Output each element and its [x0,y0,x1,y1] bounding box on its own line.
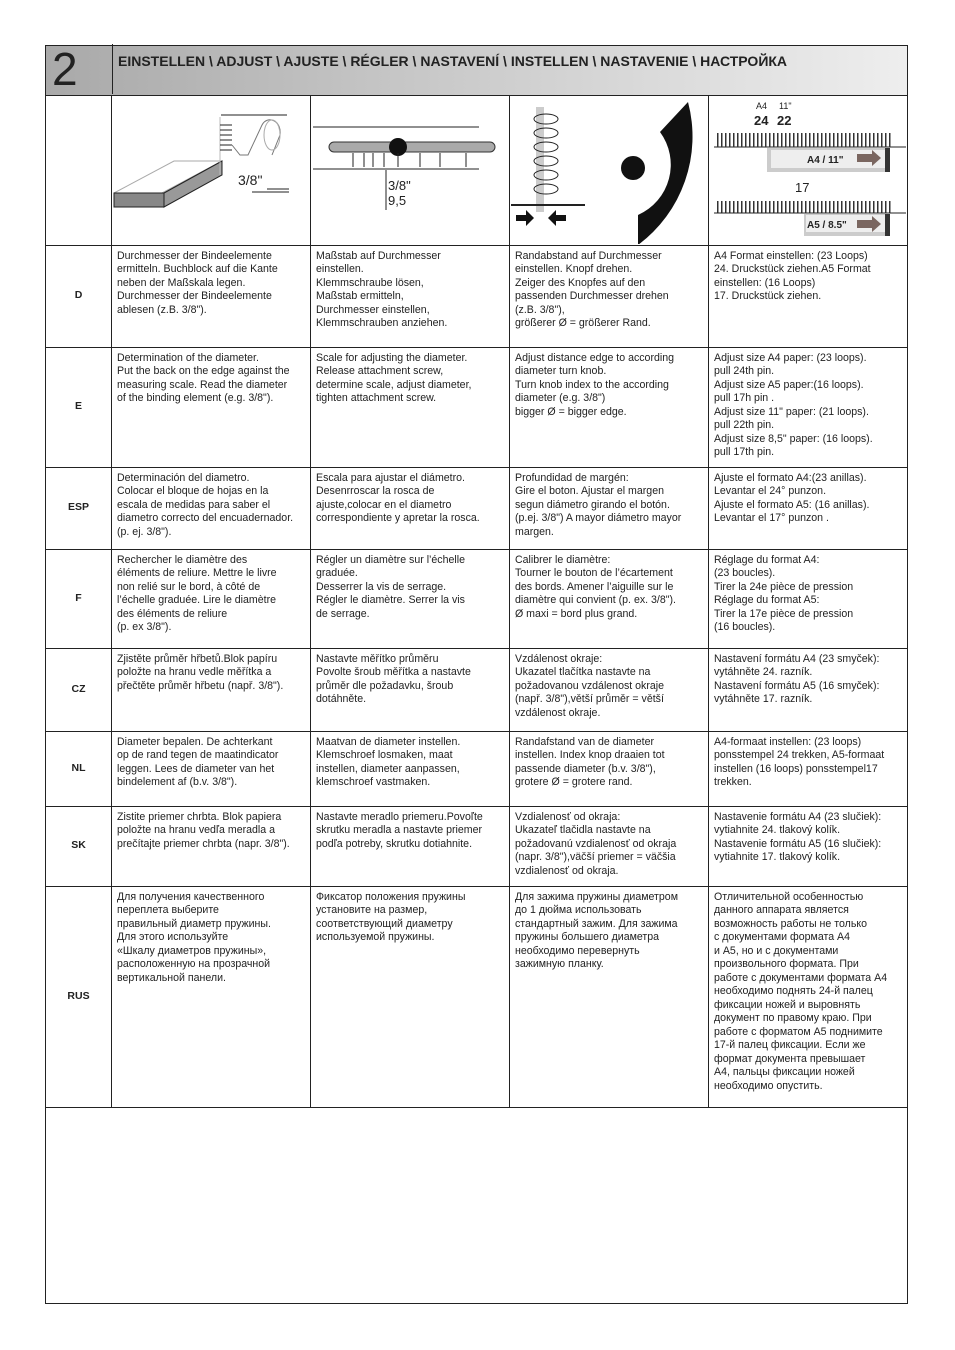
instruction-text: Determinación del diametro. Colocar el bloque de hojas en la escala de medidas para saber el diametro correcto del encuadernador. (p. ej. 3/8"). [117,471,294,538]
instruction-text: Nastavte meradlo priemeru.Povoľte skrutku meradla a nastavte priemer podľa potreby, skrutku dotiahnite. [316,810,483,850]
instruction-cell [311,245,510,347]
instruction-cell [112,467,311,549]
language-label: NL [46,731,112,806]
instruction-text: Rechercher le diamètre des éléments de reliure. Mettre le livre non relié sur le bord, à côté de l’échelle graduée. Lire le diamètre des éléments de reliure (p. ex 3/8"). [117,553,277,633]
fig4-number-17: 17 [795,180,810,195]
instruction-text: Фиксатор положения пружины установите на размер, соответствующий диаметру используемой пружины. [316,890,466,943]
instruction-text: Maatvan de diameter instellen. Klemschroef losmaken, maat instellen, diameter aanpassen, klemschroef vastmaken. [316,735,461,788]
instruction-cell [510,648,709,731]
instruction-text: Diameter bepalen. De achterkant op de rand tegen de maatindicator leggen. Lees de diameter van het bindelement af (b.v. 3/8"). [117,735,279,788]
table-row-cz [46,648,907,731]
fig2-label-inch: 3/8" [388,178,411,193]
language-label: CZ [46,648,112,731]
instruction-text: Durchmesser der Bindeelemente ermitteln. Buchblock auf die Kante neben der Maßskala legen. Durchmesser der Bindeelemente ablesen (z.B. 3/8"). [117,249,278,316]
table-row-e [46,347,907,467]
instruction-text: Réglage du format A4: (23 boucles). Tirer la 24e pièce de pression Réglage du format A5: Tirer la 17e pièce de pression (16 boucles). [714,553,854,633]
fig4-small-11: 11" [779,101,792,111]
instruction-cell [112,347,311,467]
instruction-text: Adjust size A4 paper: (23 loops). pull 24th pin. Adjust size A5 paper:(16 loops). pull 17h pin . Adjust size 11" paper: (21 loops). pull 22th pin. Adjust size 8,5" paper: (16 loops). pull 17th pin. [714,351,873,458]
table-row-d [46,245,907,347]
empty-cell [46,95,112,245]
table-row-nl [46,731,907,806]
instruction-text: A4 Format einstellen: (23 Loops) 24. Druckstück ziehen.A5 Format einstellen: (16 Loops) 17. Druckstück ziehen. [714,249,871,302]
fig1-diameter-label: 3/8" [238,172,263,188]
instruction-cell [311,467,510,549]
instruction-frame [45,45,908,1304]
instruction-cell [112,245,311,347]
illustration-row [46,95,907,245]
instruction-cell [510,347,709,467]
instruction-text: Zjistěte průměr hřbetů.Blok papíru položte na hranu vedle měřítka a přečtěte průměr hřbetu (např. 3/8"). [117,652,284,692]
language-label: RUS [46,886,112,1107]
fig4-small-a4: A4 [756,101,768,111]
language-label: ESP [46,467,112,549]
instruction-cell [709,886,908,1107]
figure-margin-knob [510,95,709,245]
instruction-cell [709,806,908,886]
fig2-label-mm: 9,5 [388,193,407,208]
table-row-esp [46,467,907,549]
instruction-cell [112,549,311,648]
instruction-text: Ajuste el formato A4:(23 anillas). Levantar el 24° punzon. Ajuste el formato A5: (16 anillas). Levantar el 17° punzon . [714,471,870,524]
instruction-text: Randabstand auf Durchmesser einstellen. Knopf drehen. Zeiger des Knopfes auf den passenden Durchmesser drehen (z.B. 3/8"), größerer Ø = größerer Rand. [515,249,669,329]
instruction-cell [709,648,908,731]
table-row-rus [46,886,907,1107]
instruction-text: A4-formaat instellen: (23 loops) ponsstempel 24 trekken, A5-formaat instellen (16 loops) ponsstempel17 trekken. [714,735,885,788]
instruction-cell [709,549,908,648]
section-title: EINSTELLEN \ ADJUST \ AJUSTE \ RÉGLER \ NASTAVENÍ \ INSTELLEN \ NASTAVENIE \ НАСТРОЙКА [118,53,788,69]
table-row-sk [46,806,907,886]
instruction-cell [510,245,709,347]
instruction-text: Отличительной особенностью данного аппарата является возможность работы не только с документами формата А4 и А5, но и с документами произвольного формата. При работе с документами формата А4 необходимо поднять 24-й палец фиксации ножей и выровнять документ по правому краю. При работе с форматом А5 поднимите 17-й палец фиксации. Если же формат документа превышает А4, пальцы фиксации ножей необходимо опустить. [714,890,888,1092]
language-label: SK [46,806,112,886]
instruction-text: Nastavte měřítko průměru Povolte šroub měřítka a nastavte průměr dle požadavku, šroub dotáhněte. [316,652,471,705]
instruction-cell [510,549,709,648]
instruction-cell [112,648,311,731]
instruction-cell [510,886,709,1107]
instruction-text: Calibrer le diamètre: Tourner le bouton de l’écartement des bords. Amener l’aiguille sur le diamètre qui convient (p. ex. 3/8"). Ø maxi = bord plus grand. [515,553,676,620]
instruction-text: Determination of the diameter. Put the back on the edge against the measuring scale. Read the diameter of the binding element (e.g. 3/8"). [117,351,290,404]
fig4-number-24: 24 [754,113,769,128]
fig4-number-22: 22 [777,113,792,128]
instruction-text: Escala para ajustar el diámetro. Desenrroscar la rosca de ajuste,colocar en el diametro correspondiente y apretar la rosca. [316,471,480,524]
a5-format-button: A5 / 8.5" [807,220,847,231]
table-row-f [46,549,907,648]
instruction-cell [311,648,510,731]
language-label: D [46,245,112,347]
figure-format-pins [709,95,908,245]
instruction-text: Vzdálenost okraje: Ukazatel tlačítka nastavte na požadovanou vzdálenost okraje (např. 3/8"),větší průměr = větší vzdálenost okraje. [515,652,665,719]
language-label: F [46,549,112,648]
instruction-text: Randafstand van de diameter instellen. Index knop draaien tot passende diameter (b.v. 3/8"), grotere Ø = grotere rand. [515,735,665,788]
instruction-cell [112,731,311,806]
figure-scale [311,95,510,245]
instruction-text: Maßstab auf Durchmesser einstellen. Klemmschraube lösen, Maßstab ermitteln, Durchmesser einstellen, Klemmschrauben anziehen. [316,249,448,329]
instruction-text: Nastavenie formátu A4 (23 slučiek): vytiahnite 24. tlakový kolík. Nastavenie formátu A5 (16 slučiek): vytiahnite 17. tlakový kolík. [714,810,882,863]
instruction-text: Adjust distance edge to according diameter turn knob. Turn knob index to the according diameter (e.g. 3/8") bigger Ø = bigger edge. [515,351,675,418]
instruction-cell [709,467,908,549]
instruction-text: Vzdialenosť od okraja: Ukazateľ tlačidla nastavte na požadovanú vzdialenosť od okraja (napr. 3/8"),väčší priemer = väčšia vzdialenosť od okraja. [515,810,677,877]
instruction-cell [510,467,709,549]
instruction-cell [311,731,510,806]
instruction-cell [112,886,311,1107]
instruction-text: Profundidad de margén: Gire el boton. Ajustar el margen segun diámetro girando el botón. (p.ej. 3/8") A mayor diámetro mayor margen. [515,471,682,538]
instruction-cell [311,806,510,886]
language-label: E [46,347,112,467]
instruction-text: Nastavení formátu A4 (23 smyček): vytáhněte 24. razník. Nastavení formátu A5 (16 smyček): vytáhněte 17. razník. [714,652,880,705]
instruction-cell [510,806,709,886]
instruction-cell [112,806,311,886]
instruction-text: Zistite priemer chrbta. Blok papiera položte na hranu vedľa meradla a prečítajte priemer chrbta (napr. 3/8"). [117,810,290,850]
section-number: 2 [52,44,113,94]
figure-measure-diameter [112,95,311,245]
instruction-text: Scale for adjusting the diameter. Release attachment screw, determine scale, adjust diameter, tighten attachment screw. [316,351,472,404]
instruction-cell [311,886,510,1107]
instruction-cell [709,731,908,806]
section-header [46,43,907,96]
instruction-cell [311,347,510,467]
instruction-text: Для получения качественного переплета выберите правильный диаметр пружины. Для этого используйте «Шкалу диаметров пружины», расположенную на прозрачной вертикальной панели. [117,890,271,984]
instruction-text: Régler un diamètre sur l’échelle graduée. Desserrer la vis de serrage. Régler le diamètre. Serrer la vis de serrage. [316,553,465,620]
instruction-table [46,95,907,1108]
a4-format-button: A4 / 11" [807,155,844,166]
instruction-text: Для зажима пружины диаметром до 1 дюйма использовать стандартный зажим. Для зажима пружины большего диаметра необходимо перевернуть зажимную планку. [515,890,678,970]
instruction-cell [709,245,908,347]
instruction-cell [510,731,709,806]
instruction-cell [311,549,510,648]
instruction-cell [709,347,908,467]
